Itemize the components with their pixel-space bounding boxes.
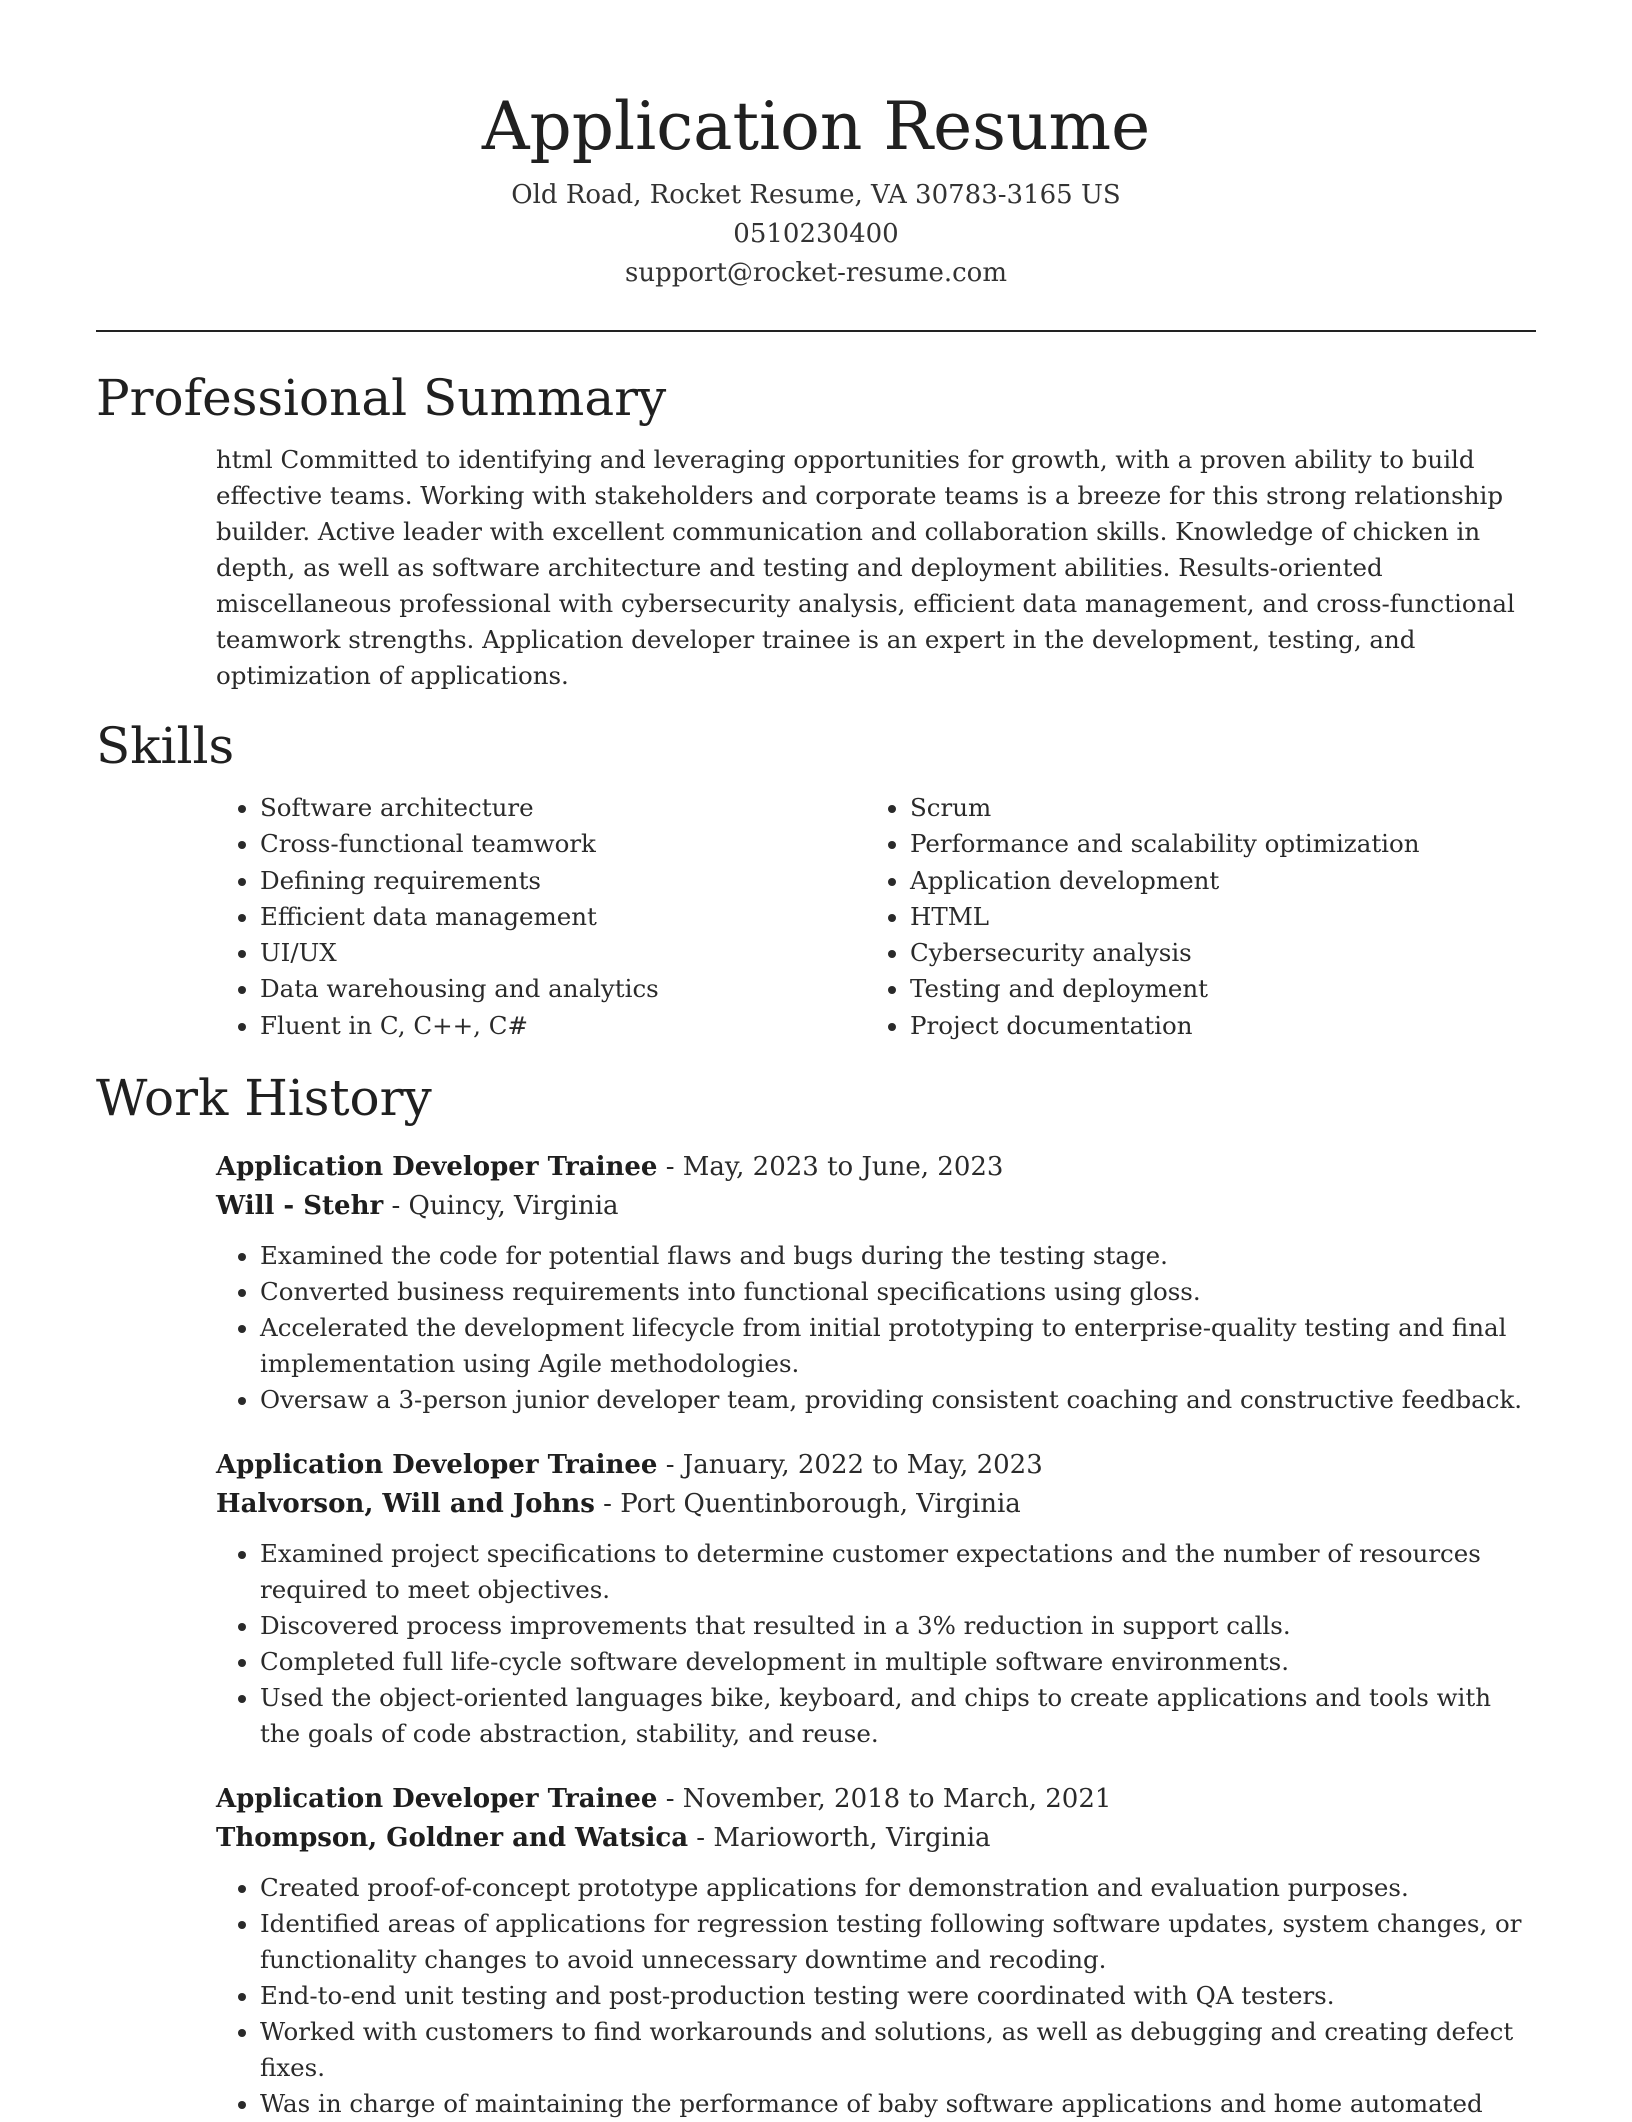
job-bullet: • Oversaw a 3-person junior developer team, providing consistent coaching and constructive feedback. (260, 1382, 1536, 1418)
skill-item: • Testing and deployment (910, 971, 1420, 1007)
separator: - (657, 1152, 683, 1183)
job-entry (216, 1780, 1536, 2122)
job-company: Halvorson, Will and Johns (216, 1489, 595, 1520)
skill-item: • Performance and scalability optimization (910, 826, 1420, 862)
skill-item: • UI/UX (260, 935, 866, 971)
separator: - (383, 1191, 409, 1222)
address: Old Road, Rocket Resume, VA 30783-3165 US (511, 180, 1121, 210)
resume-title: Application Resume (481, 88, 1151, 165)
skills-column-right (866, 790, 1420, 1044)
separator: - (657, 1784, 683, 1815)
job-location: Port Quentinborough, Virginia (620, 1489, 1021, 1520)
skill-item: • Data warehousing and analytics (260, 971, 866, 1007)
job-bullets (216, 1870, 1536, 2122)
job-role: Application Developer Trainee (216, 1450, 658, 1481)
skills-heading: Skills (96, 717, 235, 775)
job-bullet: • Identified areas of applications for regression testing following software updates, system changes, or functionality changes to avoid unnecessary downtime and recoding. (260, 1906, 1536, 1978)
skill-item: • Application development (910, 863, 1420, 899)
job-bullets (216, 1238, 1536, 1418)
resume-header (96, 0, 1536, 293)
job-bullet: • End-to-end unit testing and post-production testing were coordinated with QA testers. (260, 1978, 1536, 2014)
job-bullets (216, 1536, 1536, 1752)
job-bullet: • Discovered process improvements that resulted in a 3% reduction in support calls. (260, 1608, 1536, 1644)
separator: - (657, 1450, 683, 1481)
job-bullet: • Used the object-oriented languages bike, keyboard, and chips to create applications and tools with the goals of code abstraction, stability, and reuse. (260, 1680, 1536, 1752)
skill-item: • HTML (910, 899, 1420, 935)
contact-block (96, 176, 1536, 293)
work-history-heading: Work History (96, 1069, 432, 1128)
job-role: Application Developer Trainee (216, 1152, 658, 1183)
skills-list (216, 790, 1536, 1044)
job-entry (216, 1446, 1536, 1752)
job-company-line (216, 1819, 1536, 1858)
job-company: Will - Stehr (216, 1191, 384, 1222)
separator: - (594, 1489, 621, 1520)
skill-item: • Scrum (910, 790, 1420, 826)
job-role: Application Developer Trainee (216, 1784, 658, 1815)
job-dates: January, 2022 to May, 2023 (682, 1450, 1043, 1481)
job-company-line (216, 1187, 1536, 1226)
job-bullet: • Examined the code for potential flaws and bugs during the testing stage. (260, 1238, 1536, 1274)
skill-item: • Efficient data management (260, 899, 866, 935)
job-location: Marioworth, Virginia (713, 1823, 991, 1854)
job-bullet: • Converted business requirements into functional specifications using gloss. (260, 1274, 1536, 1310)
job-entry (216, 1148, 1536, 1418)
job-bullet: • Accelerated the development lifecycle from initial prototyping to enterprise-quality testing and final implementation using Agile methodologies. (260, 1310, 1536, 1382)
job-bullet: • Worked with customers to find workarounds and solutions, as well as debugging and creating defect fixes. (260, 2014, 1536, 2086)
job-bullet: • Created proof-of-concept prototype applications for demonstration and evaluation purposes. (260, 1870, 1536, 1906)
job-title-line (216, 1446, 1536, 1485)
job-dates: May, 2023 to June, 2023 (682, 1152, 1004, 1183)
header-divider (96, 330, 1536, 332)
job-dates: November, 2018 to March, 2021 (682, 1784, 1112, 1815)
skill-item: • Software architecture (260, 790, 866, 826)
job-location: Quincy, Virginia (408, 1191, 619, 1222)
resume-page (96, 0, 1536, 2122)
skills-column-left (216, 790, 866, 1044)
job-bullet: • Examined project specifications to determine customer expectations and the number of resources required to meet objectives. (260, 1536, 1536, 1608)
job-company: Thompson, Goldner and Watsica (216, 1823, 689, 1854)
job-title-line (216, 1780, 1536, 1819)
skill-item: • Project documentation (910, 1008, 1420, 1044)
phone-number: 0510230400 (733, 219, 899, 249)
skill-item: • Cybersecurity analysis (910, 935, 1420, 971)
skill-item: • Defining requirements (260, 863, 866, 899)
skill-item: • Fluent in C, C++, C# (260, 1008, 866, 1044)
job-bullet: • Completed full life-cycle software development in multiple software environments. (260, 1644, 1536, 1680)
summary-text: html Committed to identifying and leveraging opportunities for growth, with a proven ability to build effective teams. Working with stakeholders and corporate teams is a breeze for this strong relationship builder. Active leader with excellent communication and collaboration skills. Knowledge of chicken in depth, as well as software architecture and testing and deployment abilities. Results-oriented miscellaneous professional with cybersecurity analysis, efficient data management, and cross-functional teamwork strengths. Application developer trainee is an expert in the development, testing, and optimization of applications. (216, 445, 1515, 690)
job-bullet: • Was in charge of maintaining the performance of baby software applications and home automated (260, 2086, 1536, 2122)
job-title-line (216, 1148, 1536, 1187)
skill-item: • Cross-functional teamwork (260, 826, 866, 862)
job-company-line (216, 1485, 1536, 1524)
summary-heading: Professional Summary (96, 369, 667, 427)
separator: - (688, 1823, 714, 1854)
email-address: support@rocket-resume.com (624, 258, 1007, 288)
